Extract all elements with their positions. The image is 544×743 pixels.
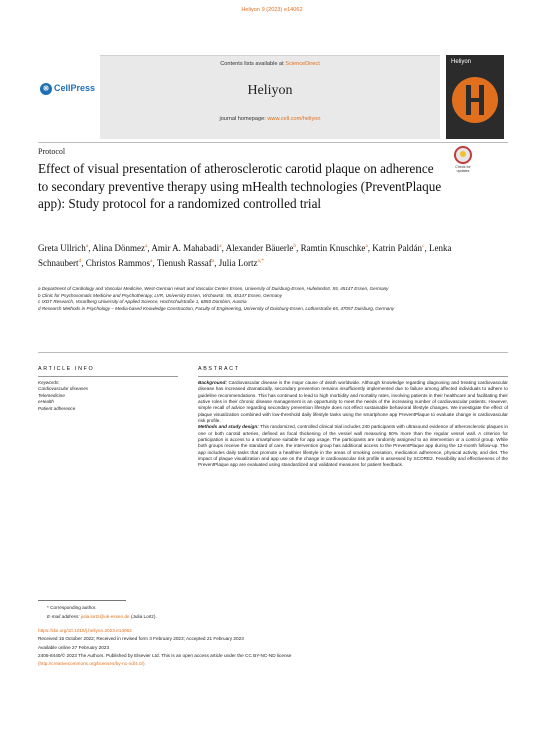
homepage-line — [100, 116, 440, 122]
keyword[interactable]: Cardiovascular diseases — [38, 386, 89, 392]
sciencedirect-link[interactable]: ScienceDirect — [285, 61, 320, 67]
article-info-heading: ARTICLE INFO — [38, 366, 95, 372]
abstract-rule — [198, 376, 508, 377]
author-affiliation-marker[interactable]: a — [219, 243, 222, 249]
journal-name: Heliyon — [247, 83, 293, 98]
available-online: Available online 27 February 2023 — [38, 644, 110, 650]
abstract-background-label: Background: — [198, 380, 227, 385]
keyword[interactable]: eHealth — [38, 399, 54, 405]
article-info-rule — [38, 376, 178, 377]
author-name[interactable]: Julia Lortz — [218, 258, 258, 268]
section-divider — [38, 352, 508, 353]
email-line — [38, 613, 508, 622]
author-name[interactable]: Alina Dönmez — [92, 243, 145, 253]
check-for-updates-button[interactable] — [450, 146, 476, 178]
received-dates: Received 15 October 2022; Received in revised form 3 February 2023; Accepted 21 February 2023 — [38, 636, 244, 642]
author-affiliation-marker[interactable]: d — [78, 258, 82, 264]
publisher-logo-text: CellPress — [54, 83, 96, 93]
keyword-list — [38, 386, 168, 412]
contents-prefix: Contents lists available at — [220, 61, 286, 67]
cellpress-icon: ❋ — [40, 83, 52, 95]
article-title: Effect of visual presentation of atherosclerotic carotid plaque on adherence to secondary preventive therapy using mHealth technologies (PreventPlaque app): Study protocol for a randomized controlled trial — [38, 161, 442, 212]
cover-title: Heliyon — [451, 59, 472, 65]
author-name[interactable]: Lenka Schnaubert — [38, 243, 452, 268]
header-divider — [38, 142, 508, 143]
author-name[interactable]: Katrin Paldán — [372, 243, 423, 253]
author-name[interactable]: Greta Ullrich — [38, 243, 86, 253]
author-name[interactable]: Amir A. Mahabadi — [151, 243, 220, 253]
abstract-body — [198, 380, 508, 469]
journal-header — [38, 55, 508, 140]
author-affiliation-marker[interactable]: b — [293, 243, 297, 249]
author-affiliation-marker[interactable]: a — [365, 243, 368, 249]
abstract-methods — [198, 424, 508, 468]
license-text: 2405-8440/© 2023 The Authors. Published by Elsevier Ltd. This is an open access article under the CC BY-NC-ND license — [38, 652, 292, 658]
author-name[interactable]: Alexander Bäuerle — [225, 243, 294, 253]
keyword[interactable]: Telemedicine — [38, 392, 65, 398]
keywords-block — [38, 380, 168, 412]
affiliation: a Department of Cardiology and Vascular Medicine, West-German Heart and Vascular Center Essen, University of Duisburg-Essen, Hufelandstr. 55, 45147 Essen, Germany — [38, 286, 389, 291]
affiliation: b Clinic for Psychosomatic Medicine and Psychotherapy, LVR, University Essen, Virchowstr. 55, 45147 Essen, Germany — [38, 292, 283, 298]
contents-line — [100, 61, 440, 67]
email-label: E-mail address: — [47, 613, 81, 619]
author-affiliation-marker[interactable]: a — [85, 243, 89, 249]
journal-banner — [100, 55, 440, 139]
homepage-prefix: journal homepage: — [219, 116, 268, 122]
email-suffix: (Julia Lortz). — [129, 613, 157, 619]
check-updates-label: Check for updates — [455, 165, 471, 173]
doi-link[interactable]: https://doi.org/10.1016/j.heliyon.2023.e14062 — [38, 628, 132, 633]
author-affiliation-marker[interactable]: c — [422, 243, 425, 249]
license-link[interactable]: (http://creativecommons.org/licenses/by-nc-nd/4.0/). — [38, 661, 146, 667]
affiliation-list — [38, 286, 478, 313]
corresponding-author-note: * Corresponding author. — [47, 605, 97, 610]
publication-info — [38, 627, 508, 668]
affiliation: c IXDT Research, Vorarlberg University of Applied Science, Hochschulstraße 1, 6850 Dornbirn, Austria — [38, 299, 247, 305]
journal-citation[interactable]: Heliyon 9 (2023) e14062 — [241, 7, 303, 13]
check-updates-icon — [454, 146, 472, 164]
author-affiliation-marker[interactable]: a,* — [257, 258, 265, 264]
abstract-background-text: Cardiovascular disease is the major cause of death worldwide. Although knowledge regarding diagnosing and treating cardiovascular disease has increased dramatically, secondary prevention remains insufficiently implemented due to failure among affected individuals to adhere to guideline recommendations. This has continued to lead to high morbidity and mortality rates, involving patients in their healthcare and facilitating their active roles in their chronic disease management is an opportunity to meet the needs of the increasing number of cardiovascular patients. However, simple recall of advice regarding secondary prevention lifestyle does not effect sustainable behavioral lifestyle changes. We investigate the effect of plaque visualization combined with low-threshold daily lifestyle tasks using the smartphone app PreventPlaque to evaluate change in cardiovascular risk profile. — [198, 380, 508, 424]
email-link[interactable]: julia.lortz@uk-essen.de — [80, 613, 130, 619]
affiliation: d Research Methods in Psychology – Media-based Knowledge Construction, Faculty of Engineering, University of Duisburg-Essen, Lotharstraße 65, 47057 Duisburg, Germany — [38, 306, 395, 312]
author-affiliation-marker[interactable]: a — [211, 258, 215, 264]
homepage-link[interactable]: www.cell.com/heliyon — [267, 116, 321, 122]
author-affiliation-marker[interactable]: a — [144, 243, 148, 249]
article-type: Protocol — [38, 147, 66, 156]
footnote — [38, 604, 508, 621]
keywords-label: Keywords: — [38, 380, 60, 385]
keyword[interactable]: Patient adherence — [38, 405, 76, 411]
author-name[interactable]: Tienush Rassaf — [156, 258, 212, 268]
author-affiliation-marker[interactable]: a — [150, 258, 153, 264]
footnote-rule — [38, 600, 126, 601]
abstract-background — [198, 380, 508, 424]
abstract-methods-text: This randomized, controlled clinical trial includes 240 participants with ultrasound evidence of atherosclerotic plaques in one or both carotid arteries, defined as focal thickening of the vessel wall measuring 50% more than the regular vessel wall. A criterion for participation is access to a smartphone suitable for app usage. The participants are randomly assigned to an intervention or a control group. While both groups receive the standard of care, the intervention group has additional access to the PreventPlaque app during the 12-month follow-up. The app includes daily tasks that promote a healthier lifestyle in the areas of smoking cessation, medication adherence, physical activity, and diet. The impact of plaque visualization and app use on the change in cardiovascular risk profile is assessed by SCORE2. Feasibility and effectiveness of the PreventPlaque app are evaluated using standardized and validated measures for patient feedback. — [198, 424, 508, 468]
author-name[interactable]: Ramtin Knuschke — [300, 243, 366, 253]
logo-bar-middle — [466, 98, 484, 102]
abstract-methods-label: Methods and study design: — [198, 424, 259, 430]
abstract-heading: ABSTRACT — [198, 366, 240, 372]
journal-cover-image[interactable] — [446, 55, 504, 139]
author-name[interactable]: Christos Rammos — [85, 258, 151, 268]
author-list: Greta Ullrich$^a$, Alina Dönmez$^a$, Amir A. Mahabadi$^a$, Alexander Bäuerle$^b$, Ramtin Knuschke$^a$, Katrin Paldán$^c$, Lenka Schnaubert$^d$, Christos Rammos$^a$, Tienush Rassaf$^a$, Julia Lortz$^{a,*}$ — [38, 243, 452, 268]
publisher-logo[interactable] — [38, 81, 94, 97]
